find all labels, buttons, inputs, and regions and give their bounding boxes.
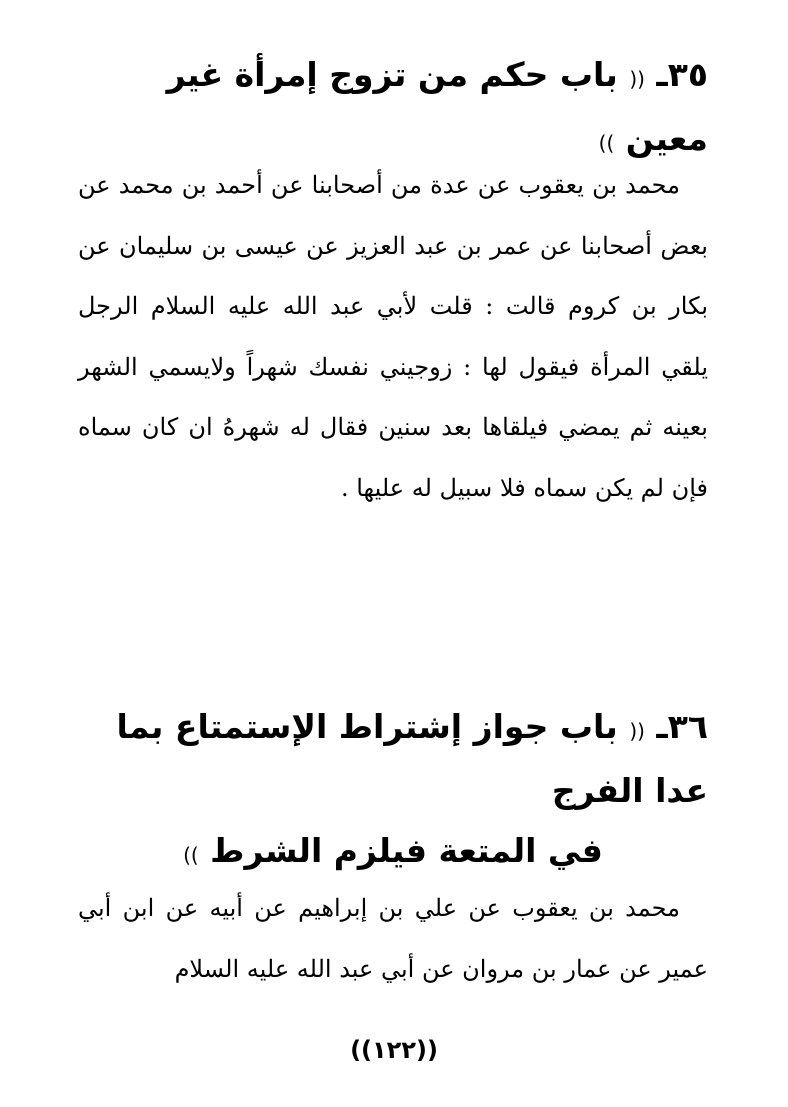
section-35-body: محمد بن يعقوب عن عدة من أصحابنا عن أحمد بن محمد عن بعض أصحابنا عن عمر بن عبد العزيز عن عيسى بن سليمان عن بكار بن كروم قالت : قلت لأبي عبد الله عليه السلام الرجل يلقي المرأة فيقول لها : زوجيني نفسك شهراً ولايسمي الشهر بعينه ثم يمضي فيلقاها بعد سنين فقال له شهرهُ ان كان سماه فإن لم يكن سماه فلا سبيل له عليها . [78,171,708,502]
page-number: ((١٢٢)) [350,1036,438,1064]
section-35-open-paren: (( [629,67,645,91]
section-35-text [78,155,708,518]
section-36-heading [78,697,708,885]
section-36-close-paren: )) [183,843,199,867]
section-35-heading [78,45,708,173]
section-36-title-line2: في المتعة فيلزم الشرط [210,831,603,870]
section-35-close-paren: )) [598,131,615,155]
section-36-title-line2-wrap [78,821,708,885]
section-36-open-paren: (( [629,719,645,743]
section-36-body: محمد بن يعقوب عن علي بن إبراهيم عن أبيه عن ابن أبي عمير عن عمار بن مروان عن أبي عبد الله عليه السلام [78,894,708,983]
section-35-title: باب حكم من تزوج إمرأة غير معين [166,55,708,158]
section-35-number: ٣٥ـ [656,55,708,94]
section-36-number: ٣٦ـ [656,707,708,746]
section-36-text [78,878,708,999]
section-36-title-line1: باب جواز إشتراط الإستمتاع بما عدا الفرج [116,707,708,810]
